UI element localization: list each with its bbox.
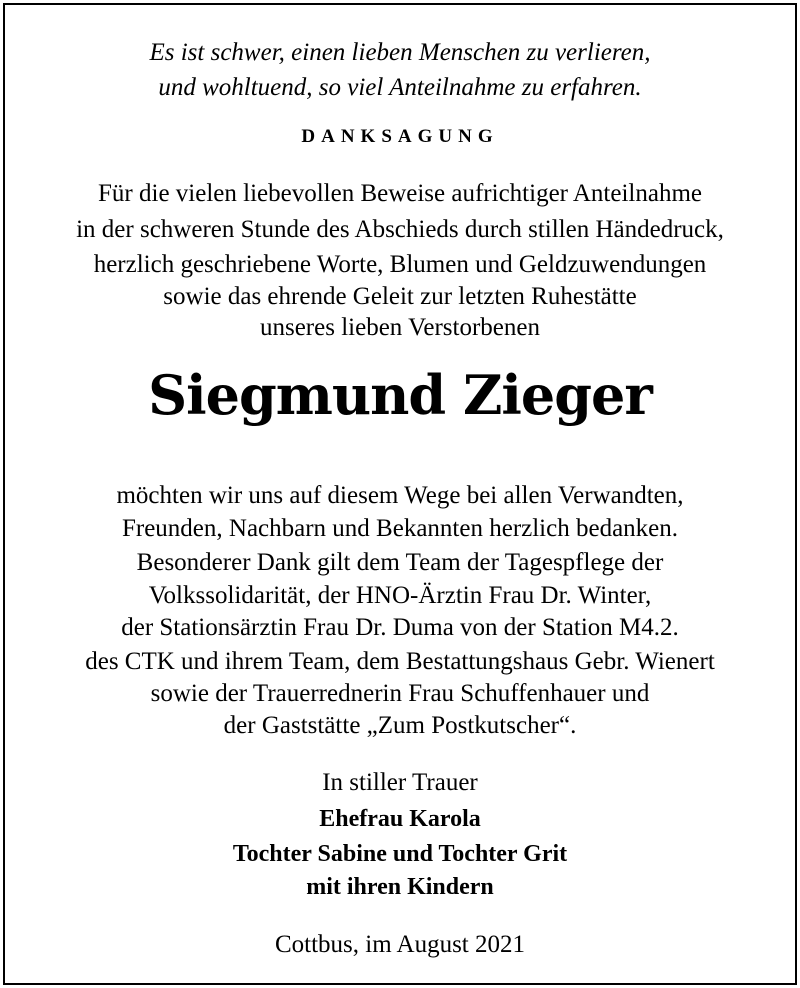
family-line-1: Ehefrau Karola — [319, 806, 481, 832]
quote-line-1: Es ist schwer, einen lieben Menschen zu verlieren, — [149, 39, 651, 66]
family-line-3: mit ihren Kindern — [306, 874, 494, 900]
intro-line-3: herzlich geschriebene Worte, Blumen und Geldzuwendungen — [93, 251, 707, 278]
intro-line-2: in der schweren Stunde des Abschieds durch stillen Händedruck, — [76, 216, 724, 243]
family-line-2: Tochter Sabine und Tochter Grit — [232, 841, 568, 867]
thanks-line-6: des CTK und ihrem Team, dem Bestattungshaus Gebr. Wienert — [85, 648, 715, 675]
thanks-line-8: der Gaststätte „Zum Postkutscher“. — [223, 712, 577, 739]
thanks-line-2: Freunden, Nachbarn und Bekannten herzlich bedanken. — [121, 515, 679, 542]
thanks-line-7: sowie der Trauerrednerin Frau Schuffenhauer und — [150, 680, 650, 707]
deceased-name: Siegmund Zieger — [148, 363, 652, 427]
quote-line-2: und wohltuend, so viel Anteilnahme zu erfahren. — [158, 74, 642, 101]
mourning-label: In stiller Trauer — [322, 769, 478, 796]
heading: DANKSAGUNG — [301, 126, 499, 147]
intro-line-1: Für die vielen liebevollen Beweise aufrichtiger Anteilnahme — [98, 180, 702, 207]
thanks-line-3: Besonderer Dank gilt dem Team der Tagespflege der — [136, 549, 664, 576]
thanks-line-5: der Stationsärztin Frau Dr. Duma von der Station M4.2. — [121, 614, 679, 641]
thanks-line-1: möchten wir uns auf diesem Wege bei allen Verwandten, — [116, 482, 684, 509]
thanks-line-4: Volkssolidarität, der HNO-Ärztin Frau Dr. Winter, — [148, 582, 652, 609]
intro-line-5: unseres lieben Verstorbenen — [259, 314, 540, 341]
place-date: Cottbus, im August 2021 — [274, 931, 526, 958]
notice-frame — [3, 3, 797, 985]
intro-line-4: sowie das ehrende Geleit zur letzten Ruhestätte — [163, 283, 637, 310]
